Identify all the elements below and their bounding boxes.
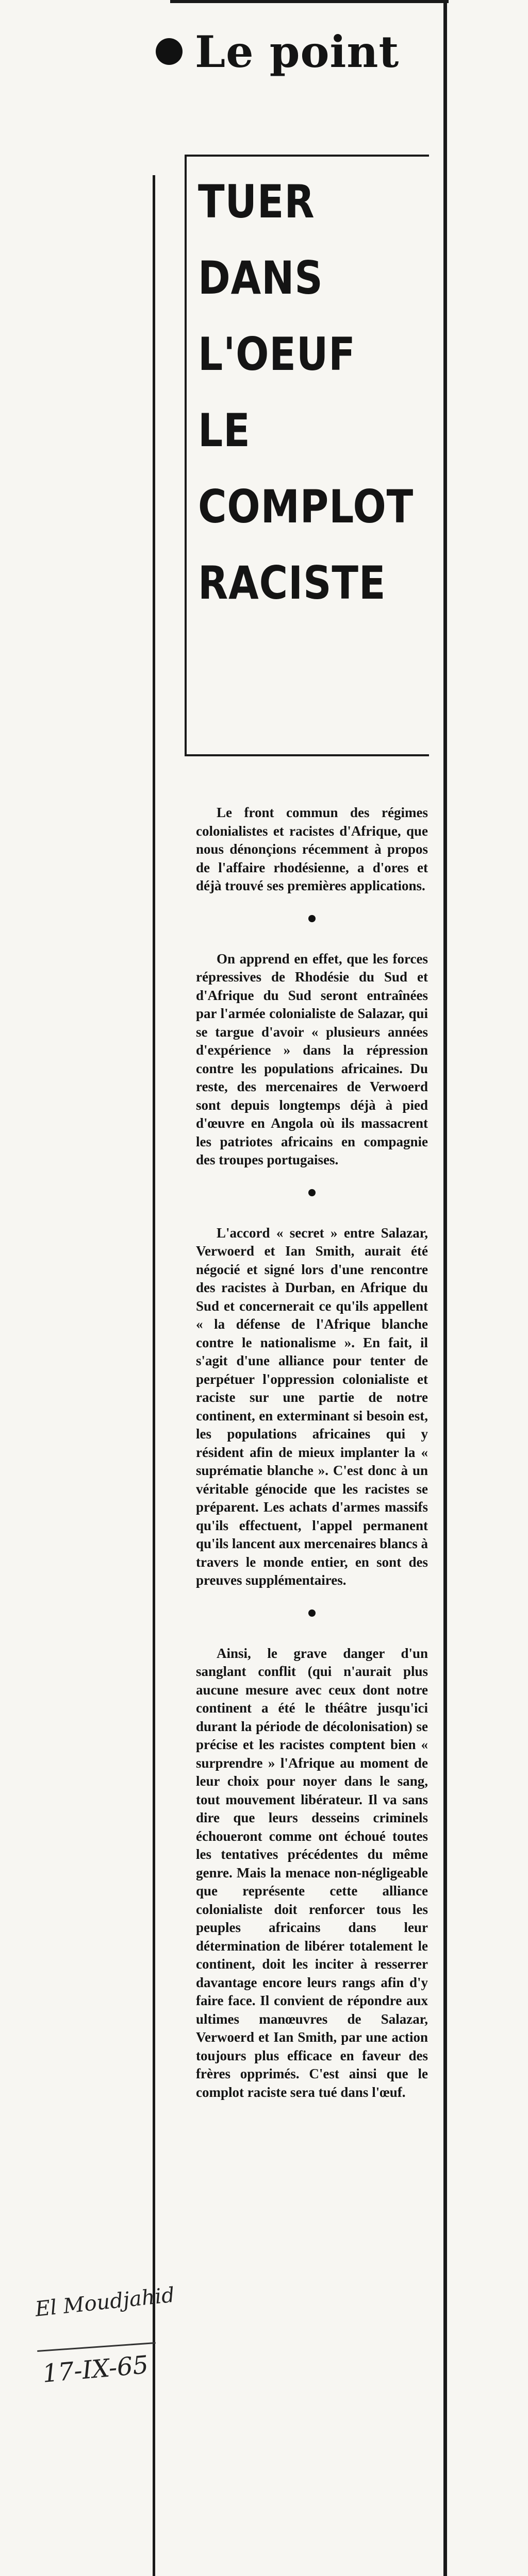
top-rule <box>170 0 449 3</box>
headline-line: DANS <box>198 251 323 304</box>
article-paragraph: Ainsi, le grave danger d'un sanglant conflit (qui n'aurait plus aucune mesure avec ceux dont notre continent a été le théâtre jusqu'ici durant la période de décolonisation) se précise et les racistes comptent bien « surprendre » l'Afrique au moment de leur choix pour noyer dans le sang, tout mouvement libérateur. Il va sans dire que leurs desseins criminels échoueront comme ont échoué toutes les tentatives précédentes du même genre. Mais la menace non-négligeable que représente cette alliance colonialiste doit renforcer tous les peuples africains dans leur détermination de libérer totalement le continent, doit les inciter à resserrer davantage encore leurs rangs afin d'y faire face. Il convient de répondre aux ultimes manœuvres de Salazar, Verwoerd et Ian Smith, par une action toujours plus efficace en faveur des frères opprimés. C'est ainsi que le complot raciste sera tué dans l'œuf. <box>196 1645 428 2100</box>
article-body <box>196 804 428 2102</box>
headline-line: LE <box>198 404 251 457</box>
separator-dot-icon <box>308 1189 316 1196</box>
article-paragraph: On apprend en effet, que les forces répressives de Rhodésie du Sud et d'Afrique du Sud seront entraînées par l'armée colonialiste de Salazar, qui se targue d'avoir « plusieurs années d'expérience » dans la répression contre les populations africaines. Du reste, des mercenaires de Verwoerd sont depuis longtemps déjà à pied d'œuvre en Angola où ils massacrent les patriotes africains en compagnie des troupes portugaises. <box>196 951 428 1167</box>
section-header <box>156 21 434 82</box>
section-title: Le point <box>195 26 400 77</box>
separator-dot-icon <box>308 1609 316 1617</box>
right-column-rule <box>443 0 447 2576</box>
bullet-dot-icon <box>156 38 183 65</box>
handwritten-underline <box>37 2342 156 2352</box>
article-paragraph: Le front commun des régimes colonialistes et racistes d'Afrique, que nous dénonçions récemment à propos de l'affaire rhodésienne, a d'ores et déjà trouvé ses premières applications. <box>196 805 428 893</box>
headline-box <box>185 155 429 756</box>
handwritten-annotation <box>34 2283 176 2421</box>
article-paragraph: L'accord « secret » entre Salazar, Verwoerd et Ian Smith, aurait été négocié et signé lors d'une rencontre des racistes à Durban, en Afrique du Sud et concernerait ce qu'ils appellent « la défense de l'Afrique blanche contre le nationalisme ». En fait, il s'agit d'une alliance pour tenter de perpétuer l'oppression colonialiste et raciste sur une partie de notre continent, en exterminant si besoin est, les populations africaines qui y résident afin de mieux implanter la « suprématie blanche ». C'est donc à un véritable génocide que les racistes se préparent. Les achats d'armes massifs qu'ils effectuent, l'appel permanent qu'ils lancent aux mercenaires blancs à travers le monde entier, en sont des preuves supplémentaires. <box>196 1225 428 1588</box>
separator-dot-icon <box>308 915 316 922</box>
left-column-rule <box>153 175 155 2576</box>
headline-line: TUER <box>198 175 315 228</box>
headline <box>198 164 414 621</box>
handwritten-date: 17-IX-65 <box>41 2350 150 2388</box>
headline-line: L'OEUF <box>198 328 356 381</box>
handwritten-source: El Moudjahid <box>34 2283 176 2321</box>
headline-line: COMPLOT <box>198 480 414 533</box>
headline-line: RACISTE <box>198 556 386 609</box>
